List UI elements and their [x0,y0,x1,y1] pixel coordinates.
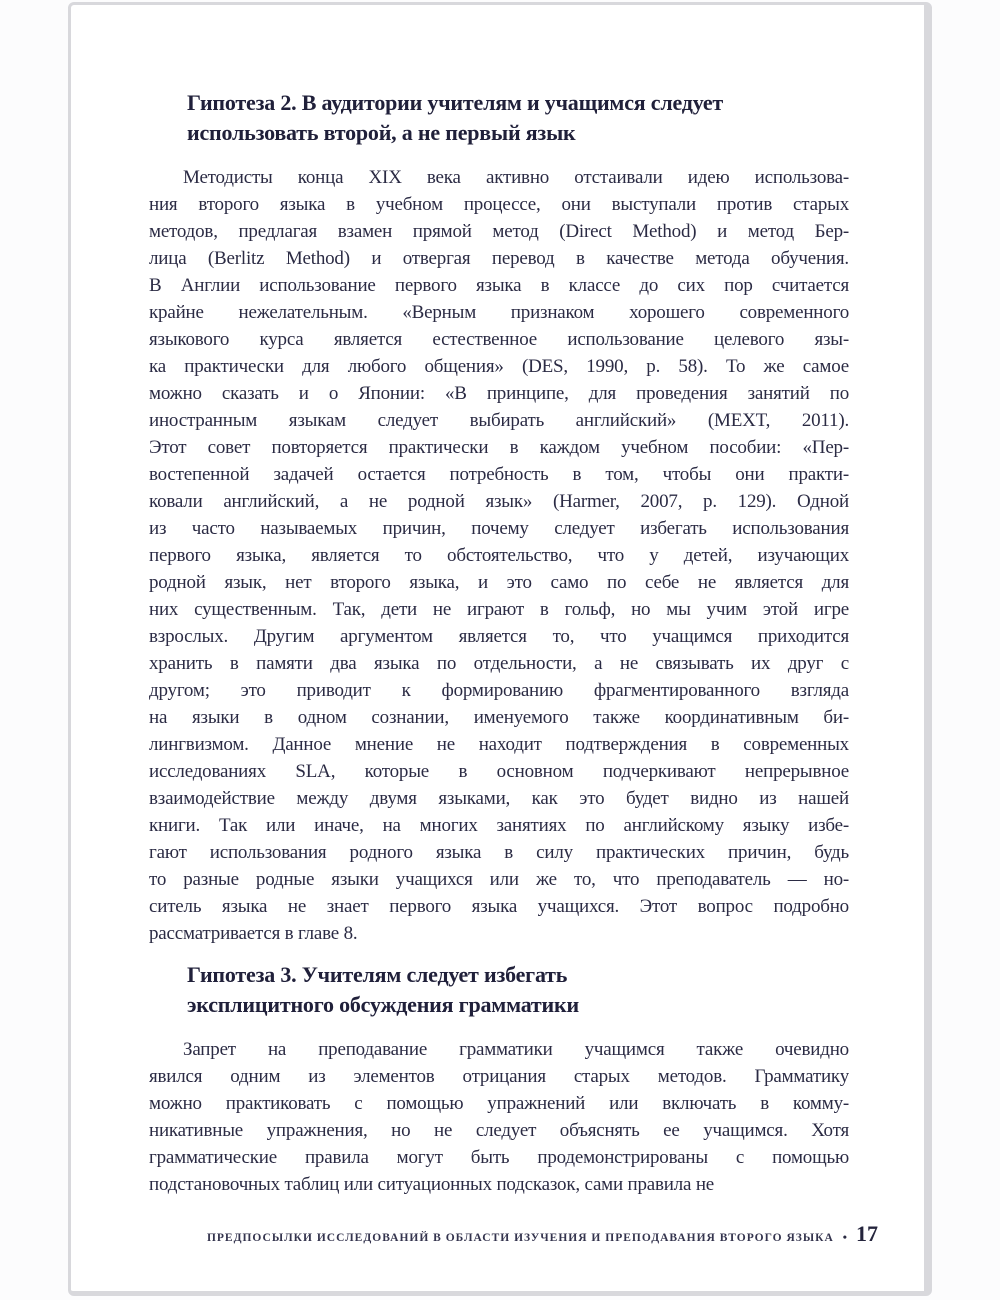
heading-line: эксплицитного обсуждения грамматики [187,992,579,1017]
paragraph-line: ковали английский, а не родной язык» (Harmer, 2007, p. 129). Одной [149,491,849,512]
paragraph-line: ка практически для любого общения» (DES, 1990, p. 58). То же самое [149,356,849,377]
paragraph-line: лингвизмом. Данное мнение не находит подтверждения в современных [149,734,849,755]
hypothesis-3-body [149,1036,849,1198]
paragraph-line: из часто называемых причин, почему следует избегать использования [149,518,849,539]
paragraph-line: востепенной задачей остается потребность в том, чтобы они практи- [149,464,849,485]
page-number: 17 [856,1221,878,1246]
paragraph-line: грамматические правила могут быть продемонстрированы с помощью [149,1147,849,1168]
paragraph-line: иностранным языкам следует выбирать английский» (MEXT, 2011). [149,410,849,431]
hypothesis-2-body [149,164,849,947]
paragraph-line: родной язык, нет второго языка, и это само по себе не является для [149,572,849,593]
page-footer [207,1221,878,1247]
paragraph-line: взаимодействие между двумя языками, как это будет видно из нашей [149,788,849,809]
paragraph-line: взрослых. Другим аргументом является то, что учащимся приходится [149,626,849,647]
paragraph-line: подстановочных таблиц или ситуационных подсказок, сами правила не [149,1174,715,1195]
paragraph-line: ситель языка не знает первого языка учащихся. Этот вопрос подробно [149,896,849,917]
paragraph-line: Запрет на преподавание грамматики учащимся также очевидно [183,1039,849,1060]
book-page [68,2,932,1296]
paragraph-line: методов, предлагая взамен прямой метод (Direct Method) и метод Бер- [149,221,849,242]
paragraph-line: другом; это приводит к формированию фрагментированного взгляда [149,680,849,701]
hypothesis-3-heading [187,960,849,1020]
paragraph-line: никативные упражнения, но не следует объяснять ее учащимся. Хотя [149,1120,849,1141]
paragraph-line: Методисты конца XIX века активно отстаивали идею использова- [183,167,849,188]
page-content [149,88,849,1198]
paragraph-line: ния второго языка в учебном процессе, они выступали против старых [149,194,849,215]
paragraph-line: то разные родные языки учащихся или же то, что преподаватель — но- [149,869,849,890]
paragraph-line: явился одним из элементов отрицания старых методов. Грамматику [149,1066,849,1087]
paragraph-line: исследованиях SLA, которые в основном подчеркивают непрерывное [149,761,849,782]
running-title: ПРЕДПОСЫЛКИ ИССЛЕДОВАНИЙ В ОБЛАСТИ ИЗУЧЕНИЯ И ПРЕПОДАВАНИЯ ВТОРОГО ЯЗЫКА [206,1232,834,1244]
paragraph-line: гают использования родного языка в силу практических причин, будь [149,842,849,863]
paragraph-line: лица (Berlitz Method) и отвергая перевод в качестве метода обучения. [149,248,849,269]
paragraph-line: первого языка, является то обстоятельство, что у детей, изучающих [149,545,849,566]
hypothesis-2-heading [187,88,849,148]
paragraph-line: можно сказать и о Японии: «В принципе, для проведения занятий по [149,383,849,404]
paragraph-line: хранить в памяти два языка по отдельности, а не связывать их друг с [149,653,849,674]
footer-separator-bullet: • [842,1230,847,1244]
paragraph-line: можно практиковать с помощью упражнений или включать в комму- [149,1093,849,1114]
paragraph-line: В Англии использование первого языка в классе до сих пор считается [149,275,849,296]
heading-line: использовать второй, а не первый язык [187,120,576,145]
paragraph-line: рассматривается в главе 8. [149,923,358,944]
heading-line: Гипотеза 3. Учителям следует избегать [187,962,568,987]
paragraph-line: них существенным. Так, дети не играют в гольф, но мы учим этой игре [149,599,849,620]
paragraph-line: языкового курса является естественное использование целевого язы- [149,329,849,350]
heading-line: Гипотеза 2. В аудитории учителям и учащимся следует [187,90,723,115]
paragraph-line: книги. Так или иначе, на многих занятиях по английскому языку избе- [149,815,849,836]
paragraph-line: на языки в одном сознании, именуемого также координативным би- [149,707,849,728]
paragraph-line: крайне нежелательным. «Верным признаком хорошего современного [149,302,849,323]
paragraph-line: Этот совет повторяется практически в каждом учебном пособии: «Пер- [149,437,849,458]
